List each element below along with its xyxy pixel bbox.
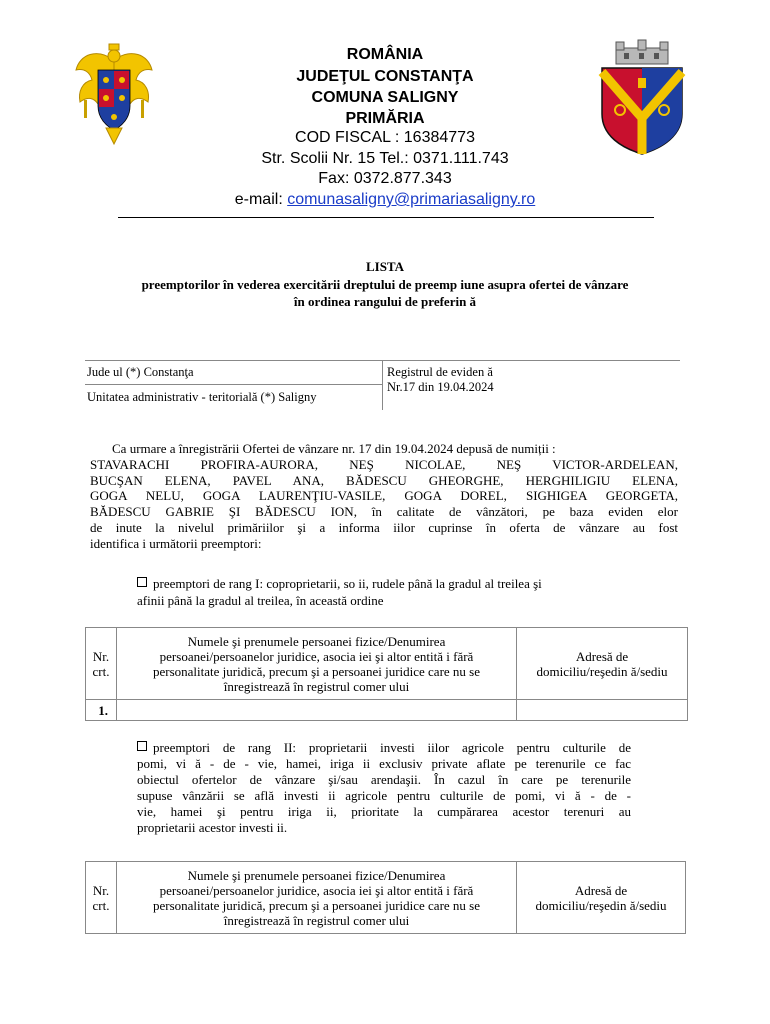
address-header: Adresă de domiciliu/reşedin ă/sediu: [517, 628, 688, 700]
header-fiscal-code: COD FISCAL : 16384773: [295, 129, 475, 146]
header-fax: Fax: 0372.877.343: [318, 170, 452, 187]
rank-2-text: [137, 740, 631, 836]
para-line-6: de inute la nivelul primăriilor şi a informa iilor cuprinse în oferta de vânzare au fost: [90, 519, 678, 535]
nr-header-2: Nr. crt.: [86, 862, 117, 934]
header-email-line: [0, 190, 770, 210]
email-link[interactable]: comunasaligny@primariasaligny.ro: [287, 191, 536, 208]
rank-1-table-header: [86, 628, 688, 700]
rank-1-line-2: afinii până la gradul al treilea, în această ordine: [137, 593, 384, 608]
address-header-2: Adresă de domiciliu/reşedin ă/sediu: [517, 862, 686, 934]
rank-2-table: [85, 861, 686, 934]
registry-divider: [382, 360, 383, 410]
name-header: Numele şi prenumele persoanei fizice/Denumirea persoanei/persoanelor juridice, asocia iei şi altor entită i fără personalitate juridică, precum şi a persoanei juridice care nu se înregistrează în registrul comer ului: [117, 628, 517, 700]
table-row: [86, 700, 688, 721]
registry-value: Nr.17 din 19.04.2024: [387, 380, 494, 394]
nr-header: Nr. crt.: [86, 628, 117, 700]
rank-1-text: [137, 575, 657, 609]
rank-2-checkbox[interactable]: [137, 741, 147, 751]
header-commune: COMUNA SALIGNY: [311, 89, 459, 106]
rank-1-line-1: preemptori de rang I: coproprietarii, so ii, rudele până la gradul al treilea şi: [153, 576, 542, 591]
email-label: e-mail:: [234, 191, 288, 208]
para-line-4: GOGA NELU, GOGA LAURENŢIU-VASILE, GOGA DOREL, SIGHIGEA GEORGETA,: [90, 488, 678, 504]
header-county: JUDEŢUL CONSTANŢA: [296, 68, 474, 85]
header-country: ROMÂNIA: [346, 46, 424, 63]
para-line-7: identifica i următorii preemptori:: [90, 535, 262, 551]
rank-1-checkbox[interactable]: [137, 577, 147, 587]
para-line-1: Ca urmare a înregistrării Ofertei de vânzare nr. 17 din 19.04.2024 depusă de numiții :: [112, 441, 556, 456]
row-name-cell[interactable]: [117, 700, 517, 721]
rank-2-line-3: obiectul ofertelor de vânzare şi/sau arendaşii. În cazul în care pe terenurile: [137, 772, 631, 787]
header-institution: PRIMĂRIA: [345, 110, 425, 127]
rank-2-line-2: pomi, vi ă - de - vie, hamei, iriga ii exclusiv private aflate pe terenurile ce fac: [137, 756, 631, 771]
header-divider: [118, 217, 654, 218]
rank-2-line-1: preemptori de rang II: proprietarii investi iilor agricole pentru culturile de: [153, 740, 631, 755]
registry-label: Registrul de eviden ă: [387, 365, 493, 379]
registry-county: Jude ul (*) Constanţa: [87, 365, 194, 379]
para-line-3: BUCŞAN ELENA, PAVEL ANA, BĂDESCU GHEORGHE, HERGHILIGIU ELENA,: [90, 472, 678, 488]
rank-2-line-5: vie, hamei şi pentru iriga ii, prioritate la cumpărarea acestor terenuri au: [137, 804, 631, 819]
para-line-5: BĂDESCU GABRIE ŞI BĂDESCU ION, în calitate de vânzători, pe baza eviden elor: [90, 504, 678, 520]
rank-2-line-4: supuse vânzării se află investi ii agricole pentru culturile de pomi, vi ă - de -: [137, 788, 631, 803]
rank-2-table-header: [86, 862, 686, 934]
document-title: LISTA: [365, 259, 405, 274]
name-header-2: Numele şi prenumele persoanei fizice/Denumirea persoanei/persoanelor juridice, asocia iei şi altor entită i fără personalitate juridică, precum şi a persoanei juridice care nu se înregistrează în registrul comer ului: [117, 862, 517, 934]
document-subtitle-2: în ordinea rangului de preferin ă: [293, 294, 477, 309]
row-number: 1.: [86, 700, 117, 721]
header-address: Str. Scolii Nr. 15 Tel.: 0371.111.743: [261, 150, 509, 167]
row-address-cell[interactable]: [517, 700, 688, 721]
rank-2-line-6: proprietarii acestor investi ii.: [137, 820, 288, 835]
intro-paragraph: [90, 441, 678, 552]
registry-uat: Unitatea administrativ - teritorială (*) Saligny: [87, 390, 317, 404]
document-subtitle-1: preemptorilor în vederea exercitării dreptului de preemp iune asupra ofertei de vânzare: [141, 277, 629, 292]
registry-row-divider: [85, 384, 382, 385]
para-line-2: STAVARACHI PROFIRA-AURORA, NEŞ NICOLAE, NEŞ VICTOR-ARDELEAN,: [90, 456, 678, 472]
rank-1-table: [85, 627, 688, 721]
registry-table: [85, 360, 680, 410]
